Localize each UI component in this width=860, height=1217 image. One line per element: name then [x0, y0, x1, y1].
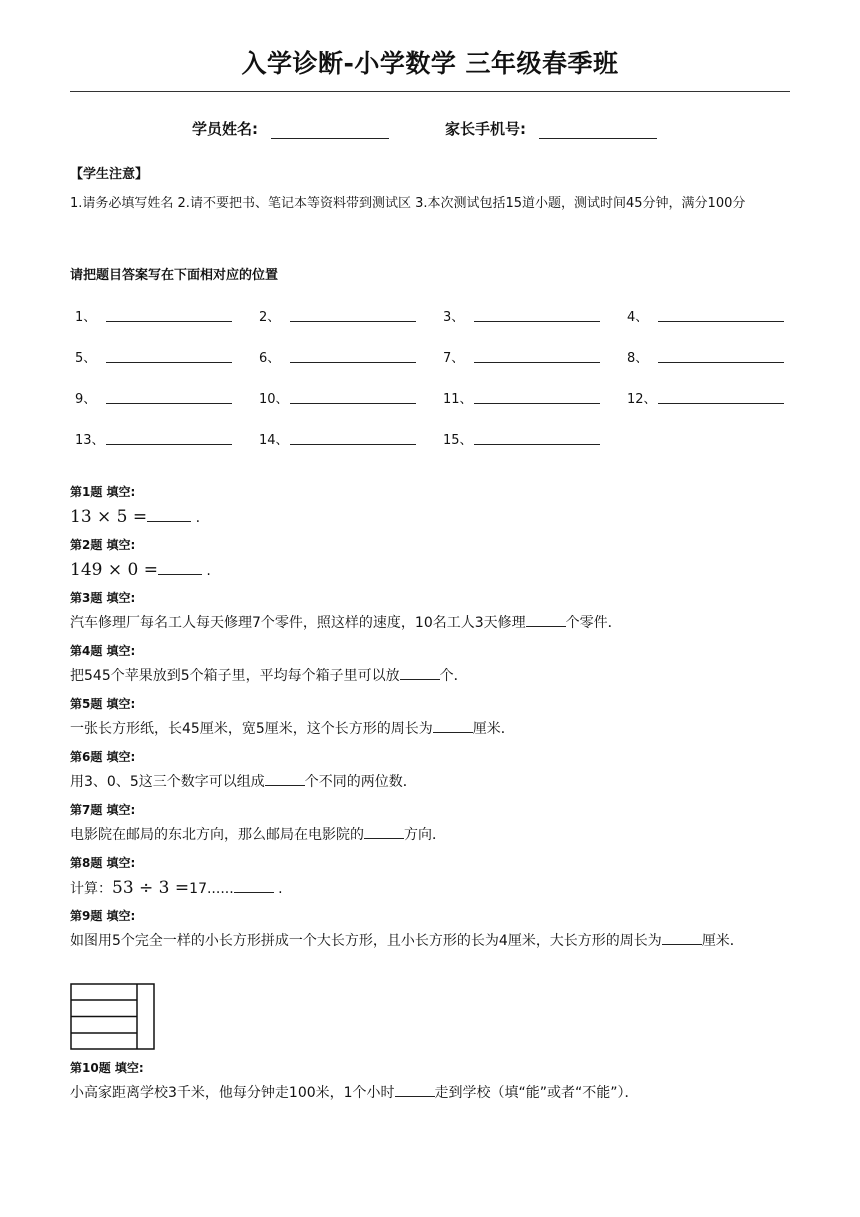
question-prompt: 计算：	[70, 881, 112, 897]
answer-blank[interactable]	[290, 362, 416, 363]
question-text	[70, 505, 790, 531]
notice-title: 【学生注意】	[70, 167, 149, 182]
question-heading: 第2题 填空:	[70, 538, 136, 552]
question-heading: 第5题 填空:	[70, 697, 136, 711]
title-divider	[70, 91, 790, 92]
answer-blank[interactable]	[106, 403, 232, 404]
answer-slot	[443, 347, 473, 366]
question-text	[70, 664, 790, 689]
question-heading: 第4题 填空:	[70, 644, 136, 658]
answer-underline[interactable]	[526, 612, 566, 627]
question-heading: 第7题 填空:	[70, 803, 136, 817]
answer-number: 2、	[259, 310, 281, 325]
answer-number: 12、	[627, 392, 657, 407]
question-suffix: 方向．	[404, 827, 446, 843]
answer-number: 6、	[259, 351, 281, 366]
answer-number: 14、	[259, 433, 289, 448]
question-prompt: 把545个苹果放到5个箱子里，平均每个箱子里可以放	[70, 668, 400, 684]
answer-blank[interactable]	[106, 362, 232, 363]
answer-blank[interactable]	[106, 321, 232, 322]
answer-underline[interactable]	[158, 560, 202, 575]
question-text	[70, 611, 790, 636]
answer-slot	[627, 347, 657, 366]
student-name-label: 学员姓名:	[192, 120, 258, 138]
answer-blank[interactable]	[290, 321, 416, 322]
answer-underline[interactable]	[400, 665, 440, 680]
parent-phone-blank[interactable]	[539, 124, 657, 139]
answer-slot	[627, 388, 657, 407]
question-heading: 第1题 填空:	[70, 485, 136, 499]
question-suffix: .	[201, 563, 211, 579]
answer-blank[interactable]	[474, 403, 600, 404]
answer-number: 9、	[75, 392, 97, 407]
page-title: 入学诊断-小学数学 三年级春季班	[241, 49, 619, 78]
answer-blank[interactable]	[474, 362, 600, 363]
question-text	[70, 1081, 790, 1106]
answer-slot	[259, 388, 289, 407]
question-suffix: 走到学校（填“能”或者“不能”）．	[434, 1085, 639, 1101]
answer-number: 3、	[443, 310, 465, 325]
answer-blank[interactable]	[474, 444, 600, 445]
question-text	[70, 823, 790, 848]
remainder-prefix: 17......	[189, 881, 234, 897]
parent-phone-field	[445, 118, 657, 139]
answer-slot	[259, 306, 289, 325]
question-suffix: 个零件．	[565, 615, 622, 631]
question-suffix: .	[273, 881, 283, 897]
answer-underline[interactable]	[433, 718, 473, 733]
question-prompt: 一张长方形纸，长45厘米，宽5厘米，这个长方形的周长为	[70, 721, 433, 737]
answer-slot	[259, 347, 289, 366]
question-text	[70, 929, 790, 954]
question-suffix: 个不同的两位数．	[304, 774, 417, 790]
answer-blank[interactable]	[474, 321, 600, 322]
answer-number: 8、	[627, 351, 649, 366]
answer-number: 4、	[627, 310, 649, 325]
answer-section-title: 请把题目答案写在下面相对应的位置	[70, 268, 279, 283]
question-heading: 第10题 填空:	[70, 1061, 144, 1075]
question-math: 13 × 5 =	[70, 507, 148, 527]
question-heading: 第9题 填空:	[70, 909, 136, 923]
question-text	[70, 770, 790, 795]
answer-slot	[627, 306, 657, 325]
student-name-field	[192, 118, 389, 139]
answer-number: 15、	[443, 433, 473, 448]
answer-number: 7、	[443, 351, 465, 366]
answer-number: 5、	[75, 351, 97, 366]
answer-blank[interactable]	[290, 444, 416, 445]
parent-phone-label: 家长手机号:	[445, 120, 526, 138]
question-prompt: 如图用5个完全一样的小长方形拼成一个大长方形，且小长方形的长为4厘米，大长方形的周长为	[70, 933, 662, 949]
answer-slot	[443, 306, 473, 325]
answer-slot	[75, 347, 105, 366]
question-heading: 第6题 填空:	[70, 750, 136, 764]
answer-number: 13、	[75, 433, 105, 448]
question-prompt: 电影院在邮局的东北方向，那么邮局在电影院的	[70, 827, 364, 843]
answer-slot	[443, 429, 473, 448]
answer-blank[interactable]	[658, 362, 784, 363]
answer-slot	[443, 388, 473, 407]
question-text	[70, 558, 790, 584]
answer-blank[interactable]	[106, 444, 232, 445]
question-heading: 第3题 填空:	[70, 591, 136, 605]
question-math: 53 ÷ 3 =	[112, 878, 190, 898]
student-name-blank[interactable]	[271, 124, 389, 139]
question-text	[70, 717, 790, 742]
question-heading: 第8题 填空:	[70, 856, 136, 870]
answer-slot	[75, 429, 105, 448]
notice-text: 1.请务必填写姓名 2.请不要把书、笔记本等资料带到测试区 3.本次测试包括15道小题，测试时间45分钟，满分100分	[70, 196, 746, 211]
answer-slot	[75, 306, 105, 325]
answer-number: 10、	[259, 392, 289, 407]
answer-blank[interactable]	[290, 403, 416, 404]
answer-underline[interactable]	[395, 1082, 435, 1097]
question-prompt: 小高家距离学校3千米，他每分钟走100米，1个小时	[70, 1085, 395, 1101]
answer-number: 11、	[443, 392, 473, 407]
question-suffix: 厘米．	[701, 933, 744, 949]
question-suffix: 个．	[439, 668, 468, 684]
question-prompt: 汽车修理厂每名工人每天修理7个零件，照这样的速度，10名工人3天修理	[70, 615, 526, 631]
question-text	[70, 876, 790, 902]
answer-underline[interactable]	[265, 771, 305, 786]
answer-underline[interactable]	[364, 824, 404, 839]
answer-number: 1、	[75, 310, 97, 325]
answer-slot	[75, 388, 105, 407]
question-suffix: .	[191, 510, 201, 526]
answer-underline[interactable]	[147, 507, 191, 522]
question-math: 149 × 0 =	[70, 560, 158, 580]
answer-underline[interactable]	[662, 930, 702, 945]
answer-blank[interactable]	[658, 321, 784, 322]
answer-underline[interactable]	[234, 878, 274, 893]
question-suffix: 厘米．	[472, 721, 515, 737]
rectangle-figure	[70, 983, 156, 1055]
answer-slot	[259, 429, 289, 448]
answer-blank[interactable]	[658, 403, 784, 404]
question-prompt: 用3、0、5这三个数字可以组成	[70, 774, 265, 790]
